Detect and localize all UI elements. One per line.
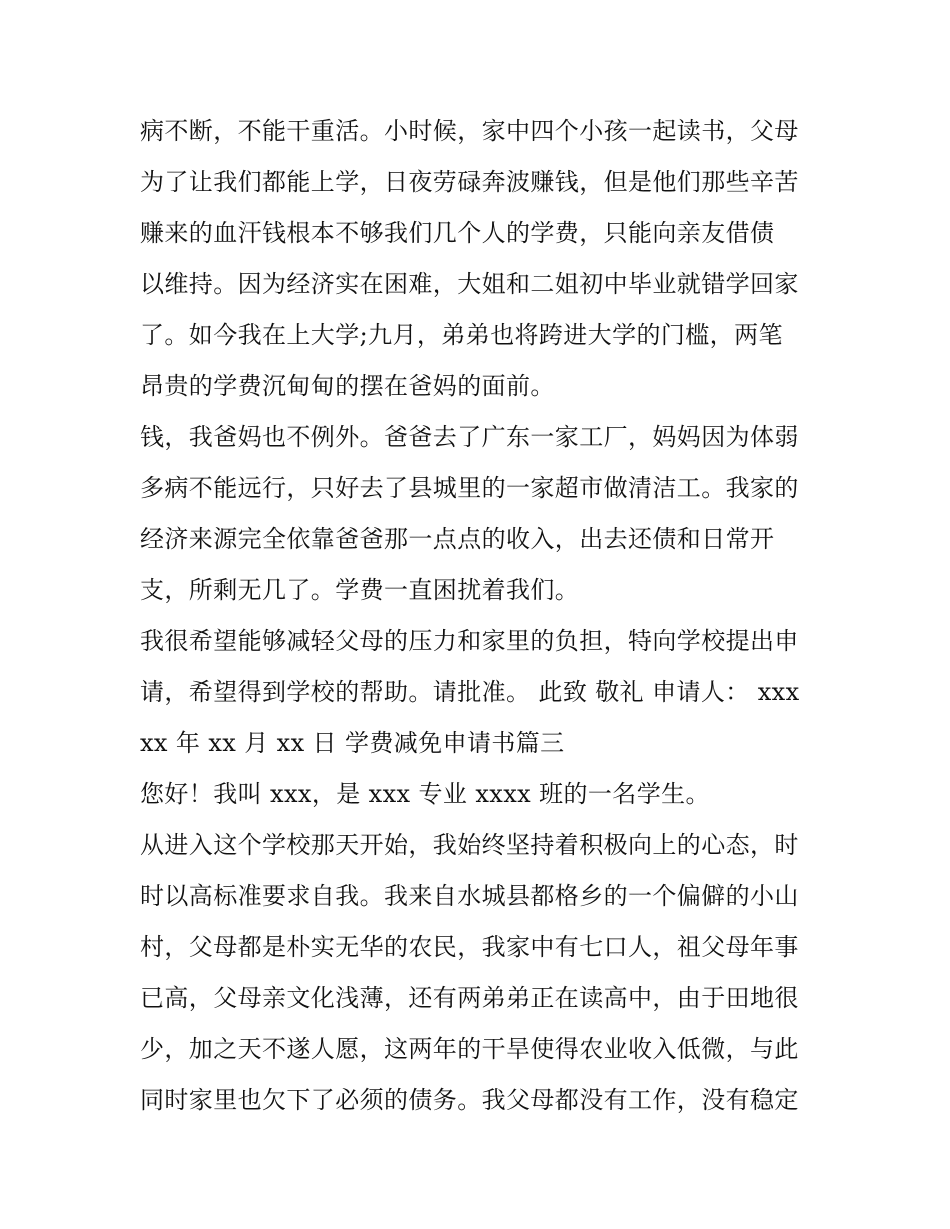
text-line: 以维持。因为经济实在困难，大姐和二姐初中毕业就错学回家 xyxy=(140,270,799,298)
text-line: 少，加之天不遂人愿，这两年的干旱使得农业收入低微，与此 xyxy=(140,1035,799,1063)
paragraph-4 xyxy=(140,769,820,820)
document-body xyxy=(140,106,820,1126)
text-line: 时以高标准要求自我。我来自水城县都格乡的一个偏僻的小山 xyxy=(140,882,799,910)
paragraph-2 xyxy=(140,412,820,616)
text-line: 从进入这个学校那天开始，我始终坚持着积极向上的心态，时 xyxy=(140,831,799,859)
text-line: 为了让我们都能上学，日夜劳碌奔波赚钱，但是他们那些辛苦 xyxy=(140,168,799,196)
text-line: 多病不能远行，只好去了县城里的一家超市做清洁工。我家的 xyxy=(140,474,799,502)
paragraph-3 xyxy=(140,616,820,769)
paragraph-5 xyxy=(140,820,820,1126)
paragraph-1 xyxy=(140,106,820,412)
text-line: 经济来源完全依靠爸爸那一点点的收入，出去还债和日常开 xyxy=(140,525,775,553)
text-line: 同时家里也欠下了必须的债务。我父母都没有工作，没有稳定 xyxy=(140,1086,799,1114)
text-line: 您好！我叫 xxx，是 xxx 专业 xxxx 班的一名学生。 xyxy=(140,780,710,808)
text-line: 了。如今我在上大学;九月，弟弟也将跨进大学的门槛，两笔 xyxy=(140,321,783,349)
text-line: 支，所剩无几了。学费一直困扰着我们。 xyxy=(140,576,580,604)
text-line: 我很希望能够减轻父母的压力和家里的负担，特向学校提出申 xyxy=(140,627,799,655)
text-line: 村，父母都是朴实无华的农民，我家中有七口人，祖父母年事 xyxy=(140,933,799,961)
text-line: 已高，父母亲文化浅薄，还有两弟弟正在读高中，由于田地很 xyxy=(140,984,799,1012)
text-line: 昂贵的学费沉甸甸的摆在爸妈的面前。 xyxy=(140,372,555,400)
text-line: 赚来的血汗钱根本不够我们几个人的学费，只能向亲友借债 xyxy=(140,219,775,247)
text-line: xx 年 xx 月 xx 日 学费减免申请书篇三 xyxy=(140,729,565,757)
text-line: 请，希望得到学校的帮助。请批准。 此致 敬礼 申请人： xxx xyxy=(140,678,800,706)
text-line: 钱，我爸妈也不例外。爸爸去了广东一家工厂，妈妈因为体弱 xyxy=(140,423,799,451)
text-line: 病不断，不能干重活。小时候，家中四个小孩一起读书，父母 xyxy=(140,117,799,145)
